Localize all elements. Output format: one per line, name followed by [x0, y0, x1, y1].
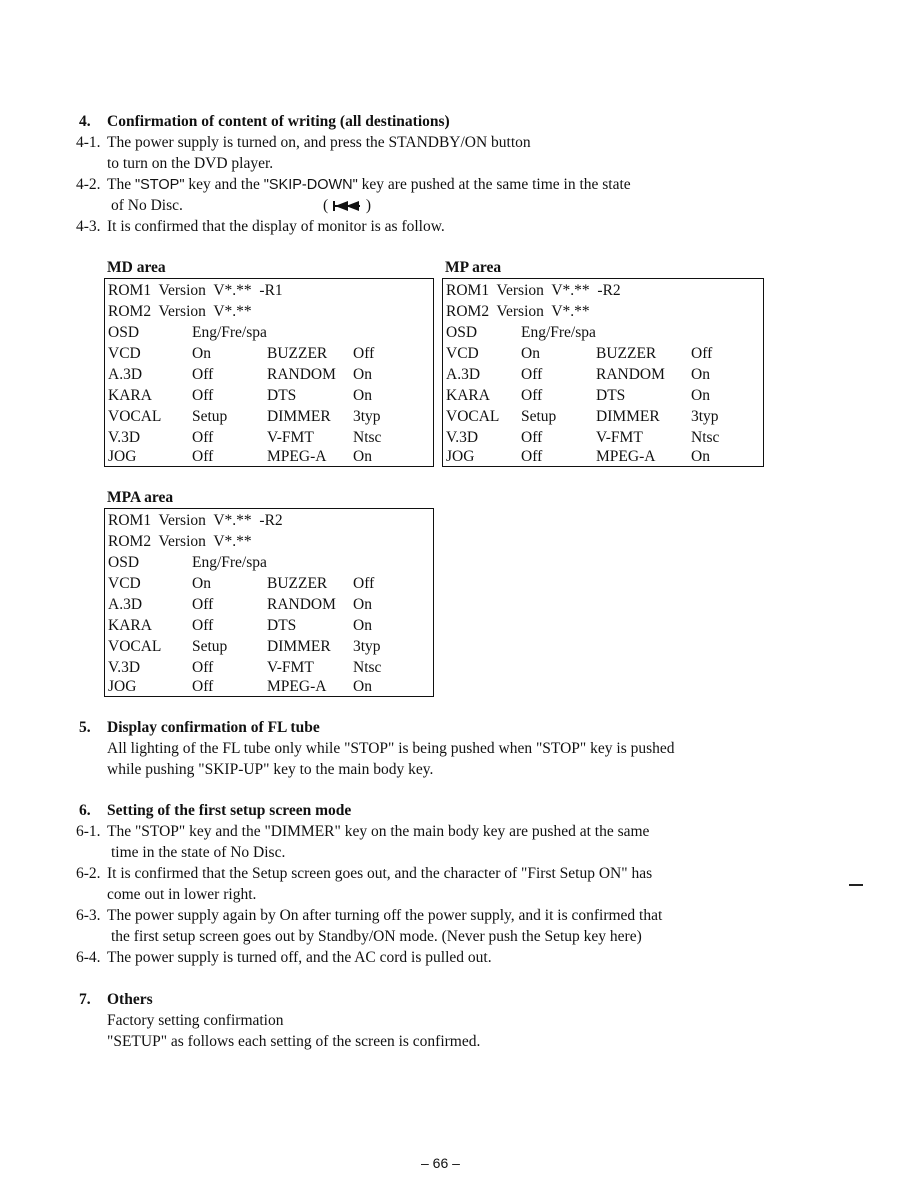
setting-name: A.3D: [108, 366, 143, 383]
setting-name: DTS: [596, 387, 626, 404]
mpa-area-title: MPA area: [107, 489, 174, 506]
setting-value: Off: [192, 596, 214, 613]
osd-label: OSD: [108, 324, 140, 341]
setting-value: Ntsc: [353, 659, 382, 676]
step-6-1-line2: time in the state of No Disc.: [111, 844, 286, 861]
section-5-line1: All lighting of the FL tube only while "STOP" is being pushed when "STOP" key is pushed: [107, 740, 675, 757]
setting-name: V-FMT: [267, 659, 314, 676]
rom1-version: ROM1 Version V*.** -R2: [446, 282, 621, 299]
setting-value: On: [192, 575, 211, 592]
step-4-2-line2: of No Disc.: [111, 197, 183, 214]
setting-value: Setup: [192, 638, 228, 655]
setting-value: Off: [521, 429, 543, 446]
md-area-title: MD area: [107, 259, 166, 276]
setting-name: V-FMT: [267, 429, 314, 446]
section-5-title: Display confirmation of FL tube: [107, 719, 320, 736]
skip-back-icon: [332, 200, 362, 212]
rom2-version: ROM2 Version V*.**: [446, 303, 590, 320]
margin-dash-mark: [849, 884, 863, 886]
step-4-3-line1: It is confirmed that the display of monitor is as follow.: [107, 218, 445, 235]
step-6-2-line1: It is confirmed that the Setup screen goes out, and the character of "First Setup ON" has: [107, 865, 653, 882]
rom1-version: ROM1 Version V*.** -R2: [108, 512, 283, 529]
setting-value: On: [691, 387, 710, 404]
paren-close: ): [365, 197, 372, 214]
setting-value: 3typ: [353, 408, 381, 425]
setting-value: Off: [192, 387, 214, 404]
step-4-1-line2: to turn on the DVD player.: [107, 155, 274, 172]
setting-value: Off: [192, 678, 214, 695]
setting-value: On: [691, 448, 710, 465]
setting-name: BUZZER: [267, 345, 328, 362]
setting-value: Off: [192, 429, 214, 446]
setting-name: RANDOM: [267, 596, 336, 613]
setting-value: Off: [353, 345, 375, 362]
step-4-2-text-a: The: [107, 176, 135, 193]
setting-name: VOCAL: [108, 638, 162, 655]
rom1-version: ROM1 Version V*.** -R1: [108, 282, 283, 299]
setting-name: DIMMER: [267, 408, 331, 425]
step-6-3-line2: the first setup screen goes out by Standby/ON mode. (Never push the Setup key here): [111, 928, 642, 945]
setting-name: JOG: [108, 678, 137, 695]
section-7-title: Others: [107, 991, 153, 1008]
setting-value: Off: [192, 366, 214, 383]
setting-name: V.3D: [108, 429, 141, 446]
setting-value: 3typ: [691, 408, 719, 425]
setting-name: V.3D: [446, 429, 479, 446]
setting-value: 3typ: [353, 638, 381, 655]
osd-label: OSD: [446, 324, 478, 341]
setting-name: BUZZER: [267, 575, 328, 592]
setting-value: Off: [192, 448, 214, 465]
setting-name: RANDOM: [267, 366, 336, 383]
setting-value: Off: [353, 575, 375, 592]
step-4-1-number: 4-1.: [76, 134, 101, 151]
setting-name: JOG: [446, 448, 475, 465]
section-7-number: 7.: [79, 991, 91, 1008]
setting-name: A.3D: [108, 596, 143, 613]
setting-name: V.3D: [108, 659, 141, 676]
setting-name: MPEG-A: [596, 448, 656, 465]
setting-value: Ntsc: [691, 429, 720, 446]
setting-value: Off: [521, 387, 543, 404]
setting-value: Off: [691, 345, 713, 362]
setting-name: KARA: [108, 387, 152, 404]
setting-name: BUZZER: [596, 345, 657, 362]
md-area-table: [104, 278, 434, 467]
step-6-3-line1: The power supply again by On after turning off the power supply, and it is confirmed that: [107, 907, 663, 924]
setting-name: V-FMT: [596, 429, 643, 446]
step-4-2-text-b: key and the: [184, 176, 264, 193]
mp-area-title: MP area: [445, 259, 502, 276]
section-5-number: 5.: [79, 719, 91, 736]
section-7-line2: "SETUP" as follows each setting of the screen is confirmed.: [107, 1033, 481, 1050]
step-6-1-line1: The "STOP" key and the "DIMMER" key on the main body key are pushed at the same: [107, 823, 650, 840]
stop-key-label: "STOP": [134, 177, 185, 193]
setting-value: Off: [192, 659, 214, 676]
setting-name: DTS: [267, 387, 297, 404]
osd-value: Eng/Fre/spa: [521, 324, 596, 341]
section-6-title: Setting of the first setup screen mode: [107, 802, 352, 819]
setting-name: VCD: [108, 345, 141, 362]
step-4-1-line1: The power supply is turned on, and press the STANDBY/ON button: [107, 134, 531, 151]
setting-value: On: [521, 345, 540, 362]
skip-down-symbol: [323, 197, 371, 215]
setting-name: VOCAL: [446, 408, 500, 425]
section-4-number: 4.: [79, 113, 91, 130]
setting-name: KARA: [446, 387, 490, 404]
setting-name: DIMMER: [267, 638, 331, 655]
step-6-2-line2: come out in lower right.: [107, 886, 257, 903]
mpa-area-table: [104, 508, 434, 697]
setting-value: Off: [192, 617, 214, 634]
step-6-4-line1: The power supply is turned off, and the AC cord is pulled out.: [107, 949, 492, 966]
setting-value: Off: [521, 448, 543, 465]
setting-name: KARA: [108, 617, 152, 634]
step-6-2-number: 6-2.: [76, 865, 101, 882]
setting-value: On: [353, 678, 372, 695]
mp-area-table: [442, 278, 764, 467]
setting-name: JOG: [108, 448, 137, 465]
setting-name: VCD: [108, 575, 141, 592]
section-6-number: 6.: [79, 802, 91, 819]
setting-value: On: [353, 617, 372, 634]
setting-name: A.3D: [446, 366, 481, 383]
rom2-version: ROM2 Version V*.**: [108, 533, 252, 550]
setting-name: DTS: [267, 617, 297, 634]
setting-name: VOCAL: [108, 408, 162, 425]
rom2-version: ROM2 Version V*.**: [108, 303, 252, 320]
osd-label: OSD: [108, 554, 140, 571]
step-4-2-line1: [107, 176, 631, 194]
step-4-3-number: 4-3.: [76, 218, 101, 235]
setting-value: On: [353, 596, 372, 613]
setting-value: On: [353, 448, 372, 465]
setting-value: On: [353, 366, 372, 383]
setting-name: DIMMER: [596, 408, 660, 425]
setting-name: VCD: [446, 345, 479, 362]
step-4-2-text-c: key are pushed at the same time in the state: [357, 176, 631, 193]
step-4-2-number: 4-2.: [76, 176, 101, 193]
skip-down-key-label: "SKIP-DOWN": [263, 177, 358, 193]
step-6-1-number: 6-1.: [76, 823, 101, 840]
step-6-4-number: 6-4.: [76, 949, 101, 966]
section-7-line1: Factory setting confirmation: [107, 1012, 284, 1029]
setting-value: On: [192, 345, 211, 362]
setting-value: Ntsc: [353, 429, 382, 446]
section-4-title: Confirmation of content of writing (all destinations): [107, 113, 450, 130]
step-6-3-number: 6-3.: [76, 907, 101, 924]
osd-value: Eng/Fre/spa: [192, 324, 267, 341]
setting-name: MPEG-A: [267, 448, 327, 465]
setting-name: MPEG-A: [267, 678, 327, 695]
setting-name: RANDOM: [596, 366, 665, 383]
page-number: – 66 –: [421, 1155, 460, 1171]
setting-value: Setup: [521, 408, 557, 425]
setting-value: On: [353, 387, 372, 404]
paren-open: (: [323, 197, 329, 214]
setting-value: Setup: [192, 408, 228, 425]
osd-value: Eng/Fre/spa: [192, 554, 267, 571]
section-5-line2: while pushing "SKIP-UP" key to the main body key.: [107, 761, 434, 778]
setting-value: On: [691, 366, 710, 383]
setting-value: Off: [521, 366, 543, 383]
